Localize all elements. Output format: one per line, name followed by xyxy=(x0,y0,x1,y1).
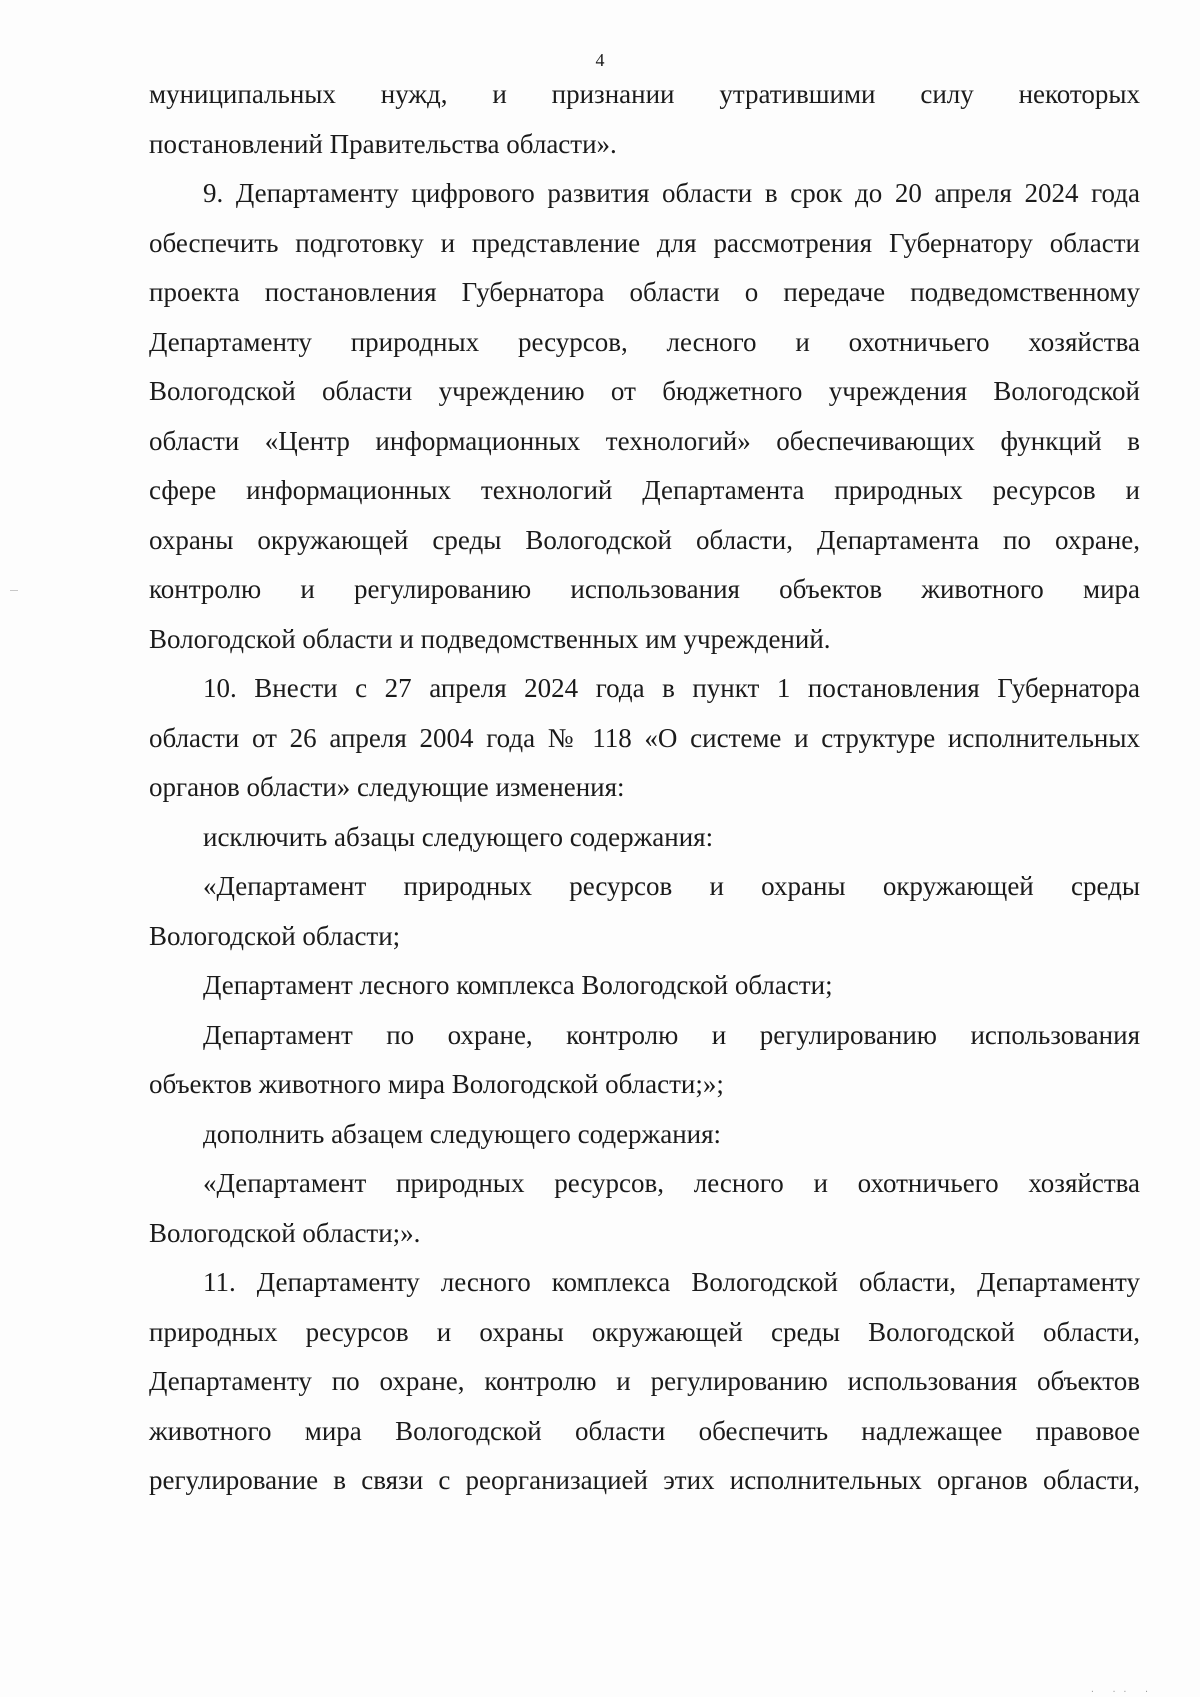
text-line: муниципальных нужд, и признании утратившими силу некоторых xyxy=(149,79,1140,109)
text-line: органов области» следующие изменения: xyxy=(149,772,625,802)
text-line: охраны окружающей среды Вологодской области, Департамента по охране, xyxy=(149,524,1140,555)
text-line: Департамент лесного комплекса Вологодской области; xyxy=(203,970,833,1000)
text-line: проекта постановления Губернатора области о передаче подведомственному xyxy=(149,277,1140,307)
text-line: Вологодской области учреждению от бюджетного учреждения Вологодской xyxy=(149,376,1140,406)
text-line: Департаменту природных ресурсов, лесного и охотничьего хозяйства xyxy=(149,326,1140,357)
text-line: Департаменту по охране, контролю и регулированию использования объектов xyxy=(149,1366,1140,1396)
text-line: природных ресурсов и охраны окружающей среды Вологодской области, xyxy=(149,1316,1140,1347)
text-line: «Департамент природных ресурсов и охраны окружающей среды xyxy=(203,871,1140,901)
text-line: области от 26 апреля 2004 года № 118 «О системе и структуре исполнительных xyxy=(149,722,1140,753)
document-body xyxy=(149,70,1140,1506)
text-line: объектов животного мира Вологодской области;»; xyxy=(149,1069,724,1099)
text-line: «Департамент природных ресурсов, лесного и охотничьего хозяйства xyxy=(203,1168,1140,1198)
text-line: Вологодской области; xyxy=(149,920,401,951)
text-line: животного мира Вологодской области обеспечить надлежащее правовое xyxy=(149,1415,1140,1446)
text-line: 10. Внести с 27 апреля 2024 года в пункт 1 постановления Губернатора xyxy=(203,673,1140,703)
text-line: области «Центр информационных технологий» обеспечивающих функций в xyxy=(149,425,1140,456)
text-line: регулирование в связи с реорганизацией этих исполнительных органов области, xyxy=(149,1465,1140,1495)
text-line: 11. Департаменту лесного комплекса Вологодской области, Департаменту xyxy=(203,1267,1140,1297)
text-line: обеспечить подготовку и представление для рассмотрения Губернатору области xyxy=(149,227,1140,258)
text-line: Вологодской области и подведомственных им учреждений. xyxy=(149,623,831,654)
scan-artifact: · ·· · xyxy=(1090,1687,1155,1696)
page-number: 4 xyxy=(595,50,605,70)
text-line: 9. Департаменту цифрового развития области в срок до 20 апреля 2024 года xyxy=(203,178,1140,208)
scan-speck xyxy=(10,590,18,591)
text-line: сфере информационных технологий Департамента природных ресурсов и xyxy=(149,475,1140,505)
text-line: контролю и регулированию использования объектов животного мира xyxy=(149,574,1140,604)
text-line: дополнить абзацем следующего содержания: xyxy=(203,1118,722,1149)
text-line: Вологодской области;». xyxy=(149,1217,421,1248)
text-line: постановлений Правительства области». xyxy=(149,128,617,159)
text-line: Департамент по охране, контролю и регулированию использования xyxy=(203,1019,1140,1050)
text-line: исключить абзацы следующего содержания: xyxy=(203,821,714,852)
